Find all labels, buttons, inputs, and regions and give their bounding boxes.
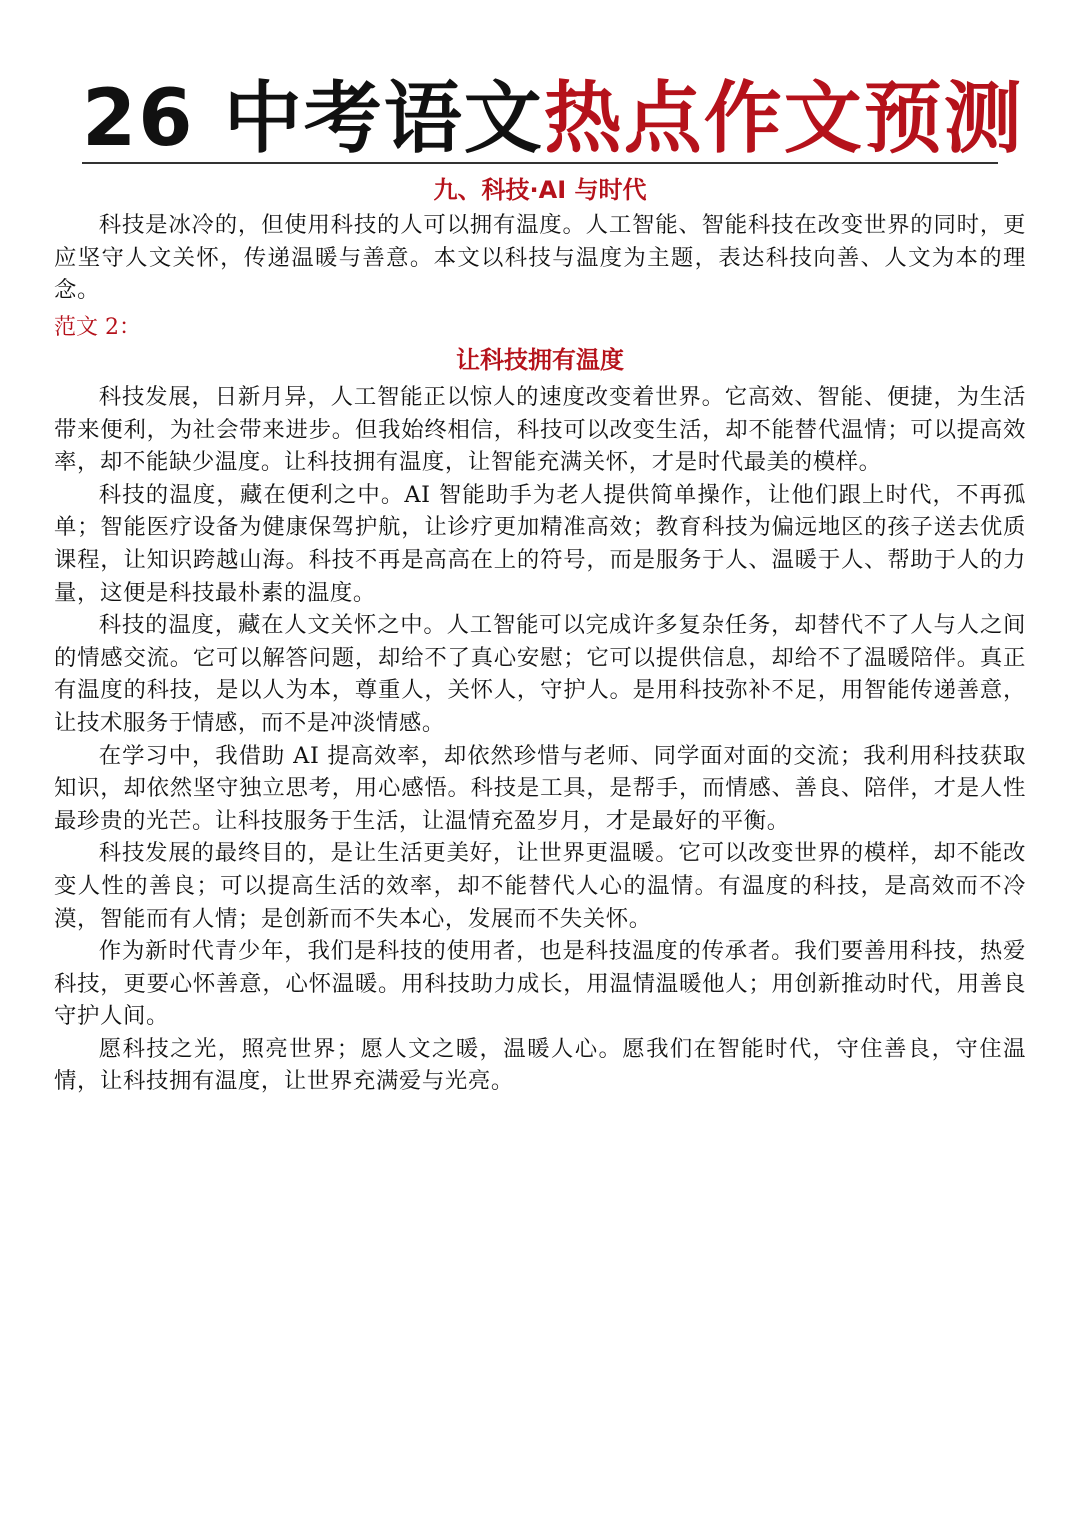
essay-paragraph: 愿科技之光，照亮世界；愿人文之暖，温暖人心。愿我们在智能时代，守住善良，守住温情，让科技拥有温度，让世界充满爱与光亮。	[54, 1035, 1026, 1095]
essay-paragraph: 在学习中，我借助 AI 提高效率，却依然珍惜与老师、同学面对面的交流；我利用科技获取知识，却依然坚守独立思考，用心感悟。科技是工具，是帮手，而情感、善良、陪伴，才是人性最珍贵的光芒。让科技服务于生活，让温情充盈岁月，才是最好的平衡。	[54, 742, 1026, 834]
essay-body	[54, 381, 1026, 1098]
essay-paragraph: 作为新时代青少年，我们是科技的使用者，也是科技温度的传承者。我们要善用科技，热爱科技，更要心怀善意，心怀温暖。用科技助力成长，用温情温暖他人；用创新推动时代，用善良守护人间。	[54, 938, 1026, 1030]
page-header	[82, 74, 1024, 164]
sample-label: 范文 2：	[54, 315, 141, 340]
intro-paragraph: 科技是冰冷的，但使用科技的人可以拥有温度。人工智能、智能科技在改变世界的同时，更应坚守人文关怀，传递温暖与善意。本文以科技与温度为主题，表达科技向善、人文为本的理念。	[54, 212, 1026, 304]
header-title-red: 热点作文预测	[543, 74, 1024, 164]
essay-paragraph: 科技的温度，藏在便利之中。AI 智能助手为老人提供简单操作，让他们跟上时代，不再孤单；智能医疗设备为健康保驾护航，让诊疗更加精准高效；教育科技为偏远地区的孩子送去优质课程，让知识跨越山海。科技不再是高高在上的符号，而是服务于人、温暖于人、帮助于人的力量，这便是科技最朴素的温度。	[54, 481, 1026, 606]
essay-paragraph: 科技发展的最终目的，是让生活更美好，让世界更温暖。它可以改变世界的模样，却不能改变人性的善良；可以提高生活的效率，却不能替代人心的温情。有温度的科技，是高效而不冷漠，智能而有人情；是创新而不失本心，发展而不失关怀。	[54, 840, 1026, 932]
essay-title: 让科技拥有温度	[456, 346, 624, 374]
header-divider	[82, 162, 998, 164]
section-title: 九、科技·AI 与时代	[433, 176, 647, 204]
essay-paragraph: 科技的温度，藏在人文关怀之中。人工智能可以完成许多复杂任务，却替代不了人与人之间的情感交流。它可以解答问题，却给不了真心安慰；它可以提供信息，却给不了温暖陪伴。真正有温度的科技，是以人为本，尊重人，关怀人，守护人。是用科技弥补不足，用智能传递善意，让技术服务于情感，而不是冲淡情感。	[54, 612, 1026, 736]
essay-paragraph: 科技发展，日新月异，人工智能正以惊人的速度改变着世界。它高效、智能、便捷，为生活带来便利，为社会带来进步。但我始终相信，科技可以改变生活，却不能替代温情；可以提高效率，却不能缺少温度。让科技拥有温度，让智能充满关怀，才是时代最美的模样。	[54, 384, 1026, 476]
header-title-black: 26 中考语文	[82, 74, 544, 164]
intro-block	[54, 209, 1026, 307]
